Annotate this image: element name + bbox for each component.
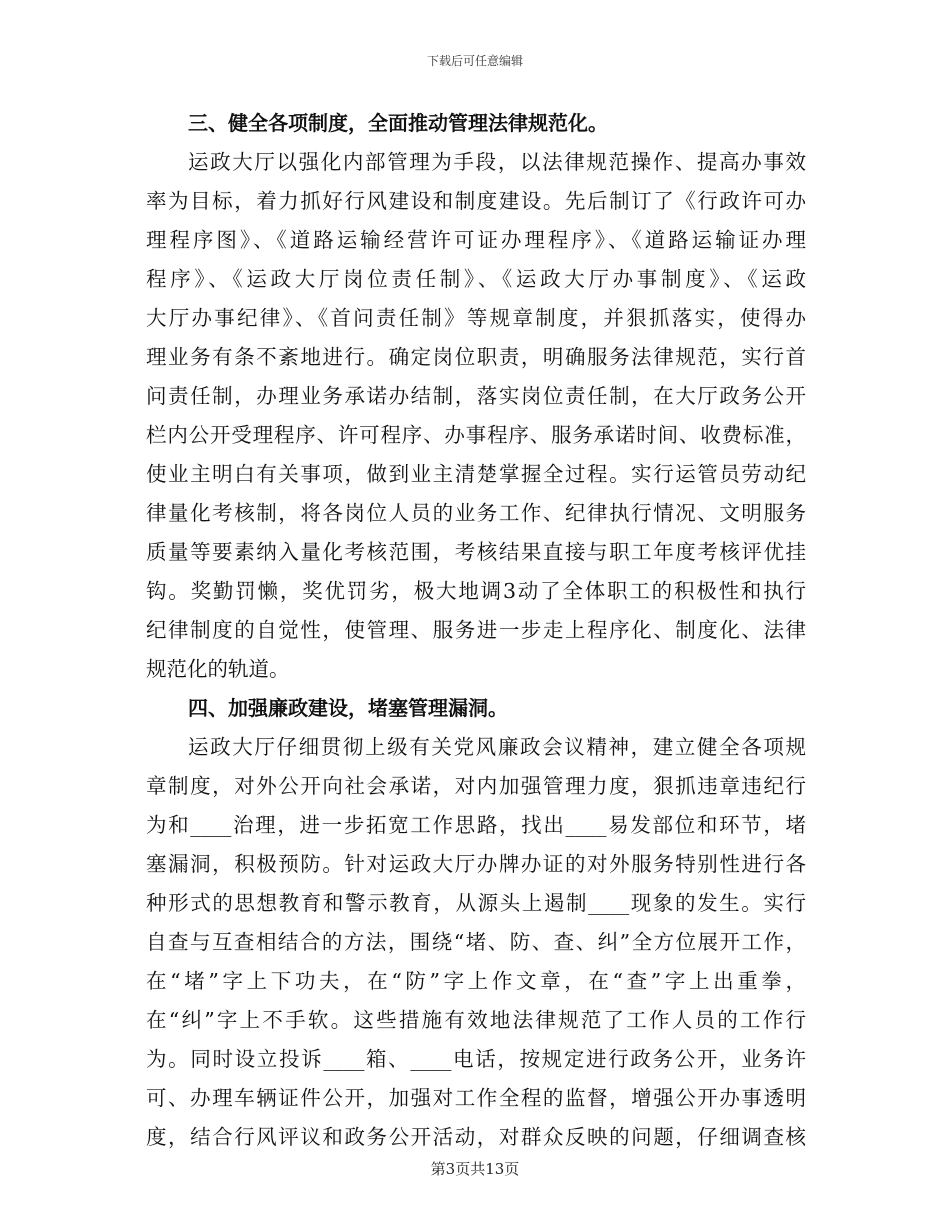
paragraph-line: 可、办理车辆证件公开，加强对工作全程的监督，增强公开办事透明	[146, 1086, 806, 1110]
paragraph-line: 为。同时设立投诉____箱、____电话，按规定进行政务公开，业务许	[146, 1047, 806, 1071]
paragraph-line: 种形式的思想教育和警示教育，从源头上遏制____现象的发生。实行	[146, 891, 806, 915]
paragraph-line: 运政大厅以强化内部管理为手段，以法律规范操作、提高办事效	[188, 150, 806, 174]
paragraph-line: 栏内公开受理程序、许可程序、办事程序、服务承诺时间、收费标准，	[146, 423, 806, 447]
paragraph-line: 理程序图》、《道路运输经营许可证办理程序》、《道路运输证办理	[146, 228, 806, 252]
paragraph-line: 为和____治理，进一步拓宽工作思路，找出____易发部位和环节，堵	[146, 813, 806, 837]
section-heading: 三、健全各项制度，全面推动管理法律规范化。	[188, 111, 608, 135]
paragraph-line: 大厅办事纪律》、《首问责任制》等规章制度，并狠抓落实，使得办	[146, 306, 806, 330]
paragraph-line: 问责任制，办理业务承诺办结制，落实岗位责任制，在大厅政务公开	[146, 384, 806, 408]
paragraph-line: 运政大厅仔细贯彻上级有关党风廉政会议精神，建立健全各项规	[188, 735, 806, 759]
paragraph-line: 使业主明白有关事项，做到业主清楚掌握全过程。实行运管员劳动纪	[146, 462, 806, 486]
document-body	[146, 104, 806, 1157]
paragraph-line: 理业务有条不紊地进行。确定岗位职责，明确服务法律规范，实行首	[146, 345, 806, 369]
paragraph-line: 度，结合行风评议和政务公开活动，对群众反映的问题，仔细调查核	[146, 1125, 806, 1149]
paragraph-line: 塞漏洞，积极预防。针对运政大厅办牌办证的对外服务特别性进行各	[146, 852, 806, 876]
paragraph-line: 律量化考核制，将各岗位人员的业务工作、纪律执行情况、文明服务	[146, 501, 806, 525]
paragraph-line: 率为目标，着力抓好行风建设和制度建设。先后制订了《行政许可办	[146, 189, 806, 213]
paragraph-line: 纪律制度的自觉性，使管理、服务进一步走上程序化、制度化、法律	[146, 618, 806, 642]
page-number: 第3页共13页	[430, 1160, 520, 1178]
paragraph-line: 章制度，对外公开向社会承诺，对内加强管理力度，狠抓违章违纪行	[146, 774, 806, 798]
paragraph-line: 程序》、《运政大厅岗位责任制》、《运政大厅办事制度》、《运政	[146, 267, 806, 291]
paragraph-line: 质量等要素纳入量化考核范围，考核结果直接与职工年度考核评优挂	[146, 540, 806, 564]
section-heading: 四、加强廉政建设，堵塞管理漏洞。	[188, 696, 508, 720]
paragraph-line: 自查与互查相结合的方法，围绕“堵、防、查、纠”全方位展开工作，	[146, 930, 806, 954]
page-header: 下载后可任意编辑	[426, 54, 523, 68]
paragraph-line: 在“纠”字上不手软。这些措施有效地法律规范了工作人员的工作行	[146, 1008, 806, 1032]
paragraph-line: 钩。奖勤罚懒，奖优罚劣，极大地调3动了全体职工的积极性和执行	[146, 579, 806, 603]
paragraph-line: 在“堵”字上下功夫，在“防”字上作文章，在“查”字上出重拳，	[146, 969, 806, 993]
paragraph-line: 规范化的轨道。	[146, 657, 290, 681]
